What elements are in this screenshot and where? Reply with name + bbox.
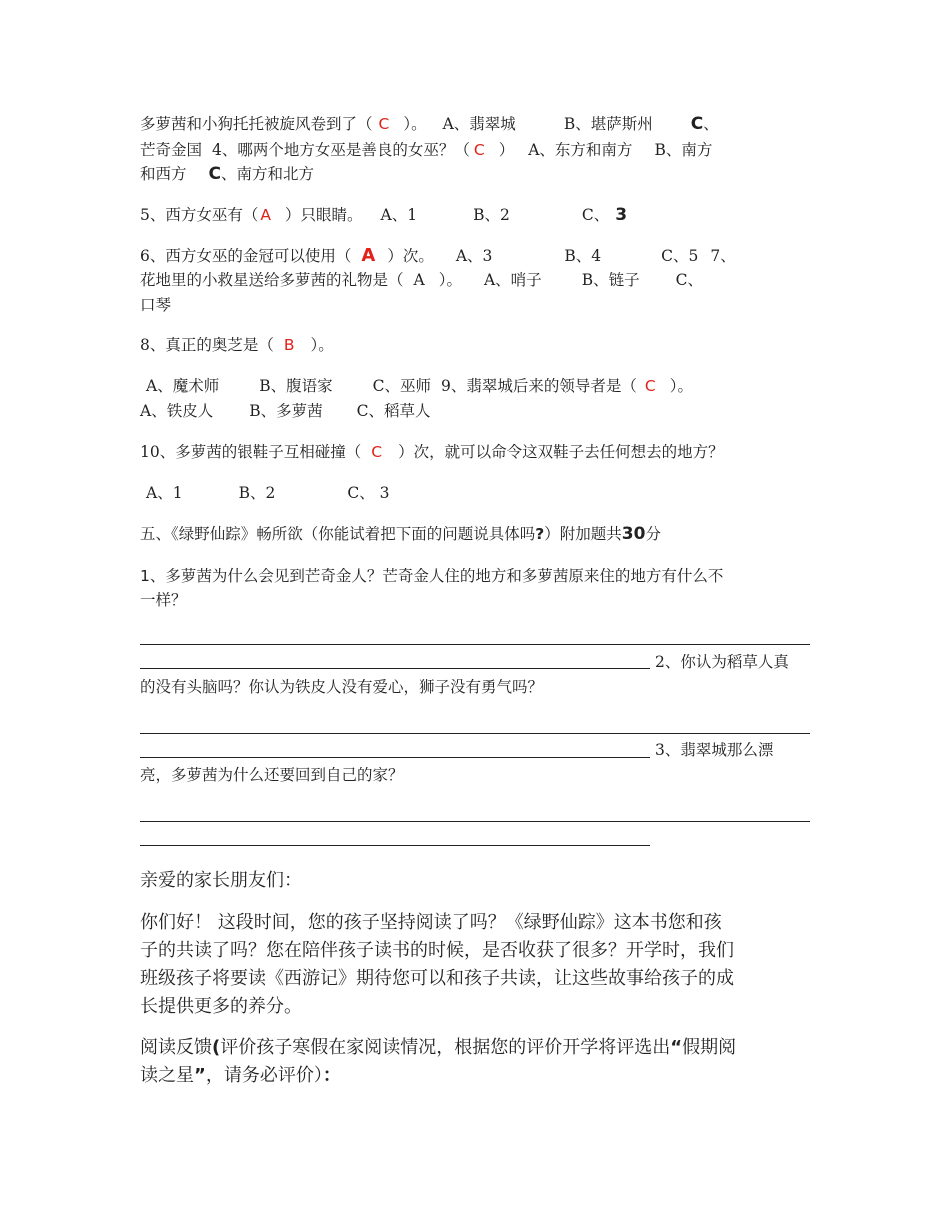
answer-line-3b[interactable] [140, 845, 650, 846]
letter-paragraph-line-3: 班级孩子将要读《西游记》期待您可以和孩子共读，让这些故事给孩子的成 [140, 968, 734, 989]
answer-line-1a[interactable] [140, 644, 810, 645]
prompt-2-line-2: 的没有头脑吗？你认为铁皮人没有爱心，狮子没有勇气吗？ [140, 678, 544, 696]
answer-q8: B [283, 336, 295, 354]
letter-greeting: 亲爱的家长朋友们： [140, 870, 302, 891]
answer-line-3a[interactable] [140, 821, 810, 822]
prompt-1-line-2: 一样？ [140, 591, 187, 609]
answer-q6: A [361, 245, 376, 266]
letter-paragraph-line-4: 长提供更多的养分。 [140, 996, 302, 1017]
answer-line-2b[interactable] [140, 757, 650, 758]
answer-line-2a[interactable] [140, 733, 810, 734]
answer-q10: C [371, 443, 383, 461]
letter-paragraph-line-2: 子的共读了吗？您在陪伴孩子读书的时候，是否收获了很多？开学时，我们 [140, 940, 734, 961]
prompt-3-line: 3、翡翠城那么漂 [655, 741, 774, 759]
question-9-options-line: A、铁皮人 B、多萝茜 C、稻草人 [140, 402, 431, 420]
question-5-line: 5、西方女巫有（ A ）只眼睛。 A、1 B、2 C、 3 [140, 205, 628, 225]
question-7-line: 花地里的小救星送给多萝茜的礼物是（ A ）。 A、哨子 B、链子 C、 [140, 271, 703, 289]
feedback-line-1: 阅读反馈(评价孩子寒假在家阅读情况，根据您的评价开学将评选出“假期阅 [140, 1037, 737, 1058]
prompt-2-line: 2、你认为稻草人真 [655, 653, 789, 671]
question-10-line: 10、多萝茜的银鞋子互相碰撞（ C ）次，就可以命令这双鞋子去任何想去的地方？ [140, 443, 724, 461]
question-6-line: 6、西方女巫的金冠可以使用（ A ）次。 A、3 B、4 C、5 7、 [140, 245, 736, 266]
answer-q9: C [644, 377, 656, 395]
question-3-line: 多萝茜和小狗托托被旋风卷到了（ C ）。 A、翡翠城 B、堪萨斯州 C、 [140, 114, 719, 134]
letter-paragraph-line-1: 你们好！ 这段时间，您的孩子坚持阅读了吗？《绿野仙踪》这本书您和孩 [140, 912, 722, 933]
prompt-1-line: 1、多萝茜为什么会见到芒奇金人？芒奇金人住的地方和多萝茜原来住的地方有什么不 [140, 567, 724, 585]
section-5-heading: 五、《绿野仙踪》畅所欲（你能试着把下面的问题说具体吗?）附加题共30分 [140, 524, 661, 544]
answer-q7: A [413, 271, 425, 289]
prompt-3-line-2: 亮，多萝茜为什么还要回到自己的家？ [140, 766, 404, 784]
question-4-line: 芒奇金国 4、哪两个地方女巫是善良的女巫？（ C ） A、东方和南方 B、南方 [140, 141, 713, 159]
question-10-options-line: A、1 B、2 C、 3 [146, 484, 390, 502]
answer-q3: C [378, 115, 390, 133]
answer-q5: A [260, 206, 271, 224]
feedback-line-2: 读之星”，请务必评价）： [140, 1065, 341, 1086]
answer-q4: C [473, 141, 485, 159]
answer-line-1b[interactable] [140, 668, 650, 669]
question-8-line: 8、真正的奥芝是（ B ）。 [140, 336, 334, 354]
question-7-option-c: 口琴 [140, 296, 172, 314]
question-4-options-line: 和西方 C、南方和北方 [140, 164, 315, 184]
question-8-options-line: A、魔术师 B、腹语家 C、巫师 9、翡翠城后来的领导者是（ C ）。 [146, 377, 693, 395]
